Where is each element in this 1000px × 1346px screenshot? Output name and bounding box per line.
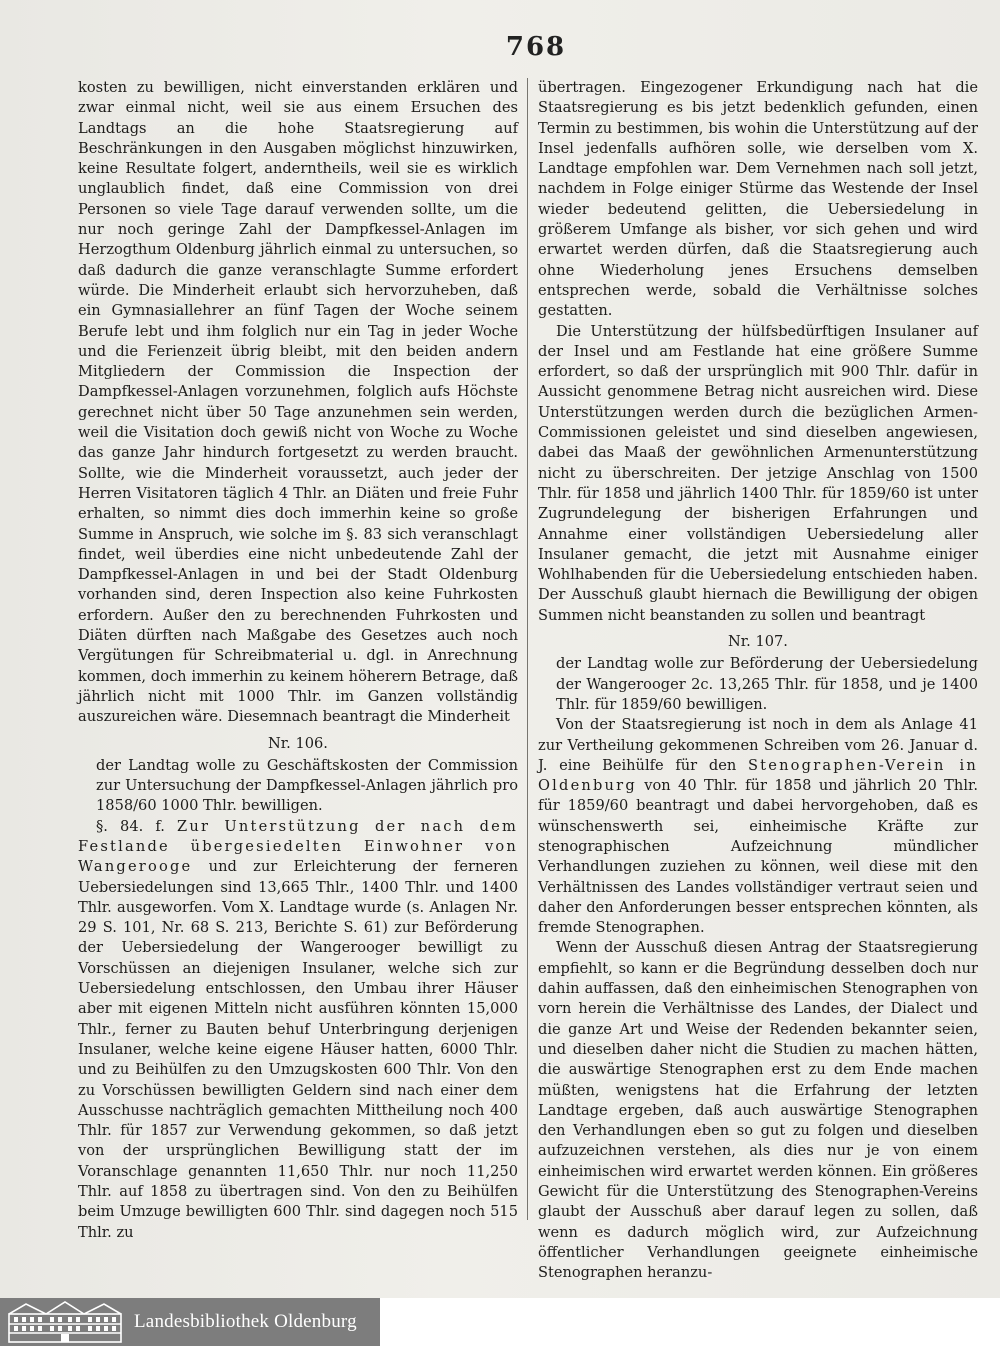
library-banner[interactable]: [0, 1298, 380, 1346]
page-number: 768: [505, 32, 567, 62]
stenographers-spaced-title: Stenographen-Verein in Oldenburg: [538, 756, 979, 795]
library-name: Landesbibliothek Oldenburg: [134, 1311, 357, 1332]
motion-nr-107: der Landtag wolle zur Beförderung der Uebersiedelung der Wangerooger 2c. 13,265 Thlr. für 1858, und je 1400 Thlr. für 1859/60 bewilligen.: [556, 655, 978, 713]
left-paragraph-minority-opinion: kosten zu bewilligen, nicht einverstanden erklären und zwar einmal nicht, weil sie aus einem Ersuchen des Landtags an die hohe Staatsregierung auf Beschränkungen in den Ausgaben möglichst hinzuwirken, keine Resultate folgert, anderntheils, weil sie es wirklich unglaublich findet, daß eine Commission von drei Personen so viele Tage darauf verwenden sollte, um die nur noch geringe Zahl der Dampfkessel-Anlagen im Herzogthum Oldenburg jährlich einmal zu untersuchen, so daß dadurch die ganze veranschlagte Summe erfordert würde. Die Minderheit erlaubt sich hervorzuheben, daß ein Gymnasiallehrer an fünf Tagen der Woche seinem Berufe lebt und ihm folglich nur ein Tag in jeder Woche und die Ferienzeit übrig bleibt, mit den beiden andern Mitgliedern der Commission die Inspection der Dampfkessel-Anlagen vorzunehmen, folglich aufs Höchste gerechnet nicht über 50 Tage anzunehmen sein werden, weil die Visitation doch gewiß nicht von Woche zu Woche das ganze Jahr hindurch fortgesetzt zu werden braucht. Sollte, wie die Minderheit voraussetzt, auch jeder der Herren Visitatoren täglich 4 Thlr. an Diäten und freie Fuhr erhalten, so nimmt dies doch immerhin keine so große Summe in Anspruch, wie solche im §. 83 sich veranschlagt findet, weil überdies eine nicht unbedeutende Zahl der Dampfkessel-Anlagen in und bei der Stadt Oldenburg vorhanden sind, deren Inspection also keine Fuhrkosten erfordern. Außer den zu berechnenden Fuhrkosten und Diäten dürften nach Maßgabe des Gesetzes auch noch Vergütungen für Schreibmaterial u. dgl. in Anrechnung kommen, doch immerhin zu keinem höherern Betrage, daß jährlich nicht mit 1000 Thlr. im Ganzen vollständig auszureichen wäre. Diesemnach beantragt die Minderheit: [78, 79, 518, 726]
right-column: [538, 78, 978, 1284]
left-paragraph-section-84f: [78, 817, 518, 1243]
right-paragraph-committee: Wenn der Ausschuß diesen Antrag der Staatsregierung empfiehlt, so kann er die Begründung desselben doch nur dahin auffassen, daß den einheimischen Stenographen von vorn herein die Verhältnisse des Landes, der Dialect und die ganze Art und Weise der Redenden bekannter seien, und dieselben daher nicht die Studien zu machen hätten, die auswärtige Stenographen erst zu dem Ende machen müßten, wenigstens hat die Erfahrung der letzten Landtage ergeben, daß auch auswärtige Stenographen den Verhandlungen eben so gut zu folgen und dieselben aufzuzeichnen verstehen, als dies nur je von einem einheimischen wird erwartet werden können. Ein größeres Gewicht für die Unterstützung des Stenographen-Vereins glaubt der Ausschuß aber darauf legen zu sollen, daß wenn es dadurch möglich wird, zur Aufzeichnung öffentlicher Verhandlungen geeignete einheimische Stenographen heranzu-: [538, 939, 978, 1282]
section-84f-body: und zur Erleichterung der ferneren Uebersiedelungen sind 13,665 Thlr., 1400 Thlr. und 1400 Thlr. ausgeworfen. Vom X. Landtage wurde (s. Anlagen Nr. 29 S. 101, Nr. 68 S. 213, Berichte S. 61) zur Beförderung der Uebersiedelung der Wangerooger bewilligt zu Vorschüssen an diejenigen Insulaner, welche sich zur Uebersiedelung entschlossen, den Umbau ihrer Häuser aber mit eigenen Mitteln nicht ausführen könnten 15,000 Thlr., ferner zu Bauten behuf Unterbringung derjenigen Insulaner, welche keine eigene Häuser hatten, 6000 Thlr. und zu Beihülfen zu den Umzugskosten 600 Thlr. Von den zu Vorschüssen bewilligten Geldern sind nach einer dem Ausschusse nachträglich gemachten Mittheilung noch 400 Thlr. für 1857 zur Verwendung gekommen, so daß jetzt von der ursprünglichen Bewilligung statt der im Voranschlage genannten 11,650 Thlr. nur noch 11,250 Thlr. auf 1858 zu übertragen sind. Von den zu Beihülfen beim Umzuge bewilligten 600 Thlr. sind dagegen noch 515 Thlr. zu: [78, 858, 518, 1241]
stenographers-body: von 40 Thlr. für 1858 und jährlich 20 Thlr. für 1859/60 beantragt und dabei hervorgehoben, daß es wünschenswerth sei, einheimische Kräfte zur stenographischen Aufzeichnung mündlicher Verhandlungen zuziehen zu können, weil diese mit den Verhältnissen des Landes vollständiger vertraut seien und daher den Anforderungen besser entsprechen könnten, als fremde Stenographen.: [538, 777, 978, 937]
right-paragraph-transfer: übertragen. Eingezogener Erkundigung nach hat die Staatsregierung es bis jetzt bedenklich gefunden, einen Termin zu bestimmen, bis wohin die Unterstützung auf der Insel jedenfalls aufhören solle, wie derselben vom X. Landtage empfohlen war. Dem Vernehmen nach soll jetzt, nachdem in Folge einiger Stürme das Westende der Insel wieder bedeutend gelitten, die Uebersiedelung in größerem Umfange als bisher, vor sich gehen und wird erwartet werden dürfen, daß die Staatsregierung auch ohne Wiederholung jenes Ersuchens demselben entsprechen werde, sobald die Verhältnisse solches gestatten.: [538, 79, 978, 320]
section-84f-lead: §. 84. f.: [96, 817, 165, 835]
library-building-icon: [6, 1300, 124, 1344]
heading-nr-107: Nr. 107.: [728, 633, 788, 651]
right-paragraph-support: Die Unterstützung der hülfsbedürftigen Insulaner auf der Insel und am Festlande hat eine größere Summe erfordert, so daß der ursprünglich mit 900 Thlr. dafür in Aussicht genommene Betrag nicht ausreichen wird. Diese Unterstützungen werden durch die bezüglichen Armen-Commissionen geleistet und sind dieselben angewiesen, dabei das Maaß der gewöhnlichen Armenunterstützung nicht zu überschreiten. Der jetzige Anschlag von 1500 Thlr. für 1858 und jährlich 1400 Thlr. für 1859/60 ist unter Zugrundelegung der bisherigen Erfahrungen und Annahme einer vollständigen Uebersiedelung aller Insulaner gemacht, die jetzt mit Ausnahme einiger Wohlhabenden für die Uebersiedelung entschieden haben. Der Ausschuß glaubt hiernach die Bewilligung der obigen Summen nicht beanstanden zu sollen und beantragt: [538, 322, 978, 624]
left-column: [78, 78, 518, 1243]
motion-nr-106: der Landtag wolle zu Geschäftskosten der Commission zur Untersuchung der Dampfkessel-Anlagen jährlich pro 1858/60 1000 Thlr. bewilligen.: [96, 756, 518, 815]
column-divider: [527, 78, 528, 1220]
heading-nr-106: Nr. 106.: [268, 734, 328, 752]
right-paragraph-stenographers: [538, 715, 978, 938]
section-84f-spaced-title: Zur Unterstützung der nach dem Festlande übergesiedelten Einwohner von Wangerooge: [78, 817, 519, 876]
stenographers-intro: Von der Staatsregierung ist noch in dem als Anlage 41 zur Vertheilung gekommenen Schreiben vom 26. Januar d. J. eine Beihülfe für den: [538, 716, 978, 774]
